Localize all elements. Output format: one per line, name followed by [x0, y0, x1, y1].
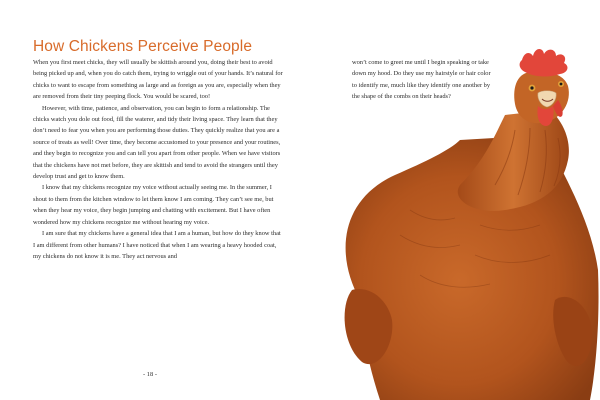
page-number: - 18 - [142, 371, 158, 378]
paragraph: won’t come to greet me until I begin speaking or take down my hood. Do they use my hairstyle or hair color to identify me, much like they identify one another by the shape of the combs on their heads? [352, 59, 491, 101]
paragraph: When you first meet chicks, they will usually be skittish around you, doing their best to avoid being picked up and, when you do catch them, trying to wriggle out of your hands. It’s natural for chicks to want to escape from something as large and as foreign as you are, especially when they are removed from their tiny peeping flock. You would be scared, too! [33, 59, 283, 101]
paragraph: However, with time, patience, and observation, you can begin to form a relationship. The chicks watch you dole out food, fill the waterer, and tidy their living space. They learn that they don’t need to fear you when you are performing those duties. They quickly realize that you are a source of treats as well! Over time, they become accustomed to your presence and your routines, and they begin to recognize you and can tell you apart from other people. When we have visitors that the chickens have not met before, they are skittish and tend to avoid the strangers until they develop trust and get to know them. [33, 104, 281, 181]
paragraph: I am sure that my chickens have a general idea that I am a human, but how do they know that I am different from other humans? I have noticed that when I am wearing a heavy hooded coat, my chickens do not know it is me. They act nervous and [33, 230, 281, 260]
right-page [300, 0, 600, 400]
body-text [33, 57, 283, 262]
hen-photo [300, 0, 600, 400]
section-title: How Chickens Perceive People [33, 38, 253, 55]
paragraph: I know that my chickens recognize my voice without actually seeing me. In the summer, I shout to them from the kitchen window to let them know I am coming. They can’t see me, but when they hear my voice, they begin jumping and chatting with excitement. But I have often wondered how my chickens recognize me without hearing my voice. [33, 184, 274, 226]
hen-comb [520, 49, 568, 76]
